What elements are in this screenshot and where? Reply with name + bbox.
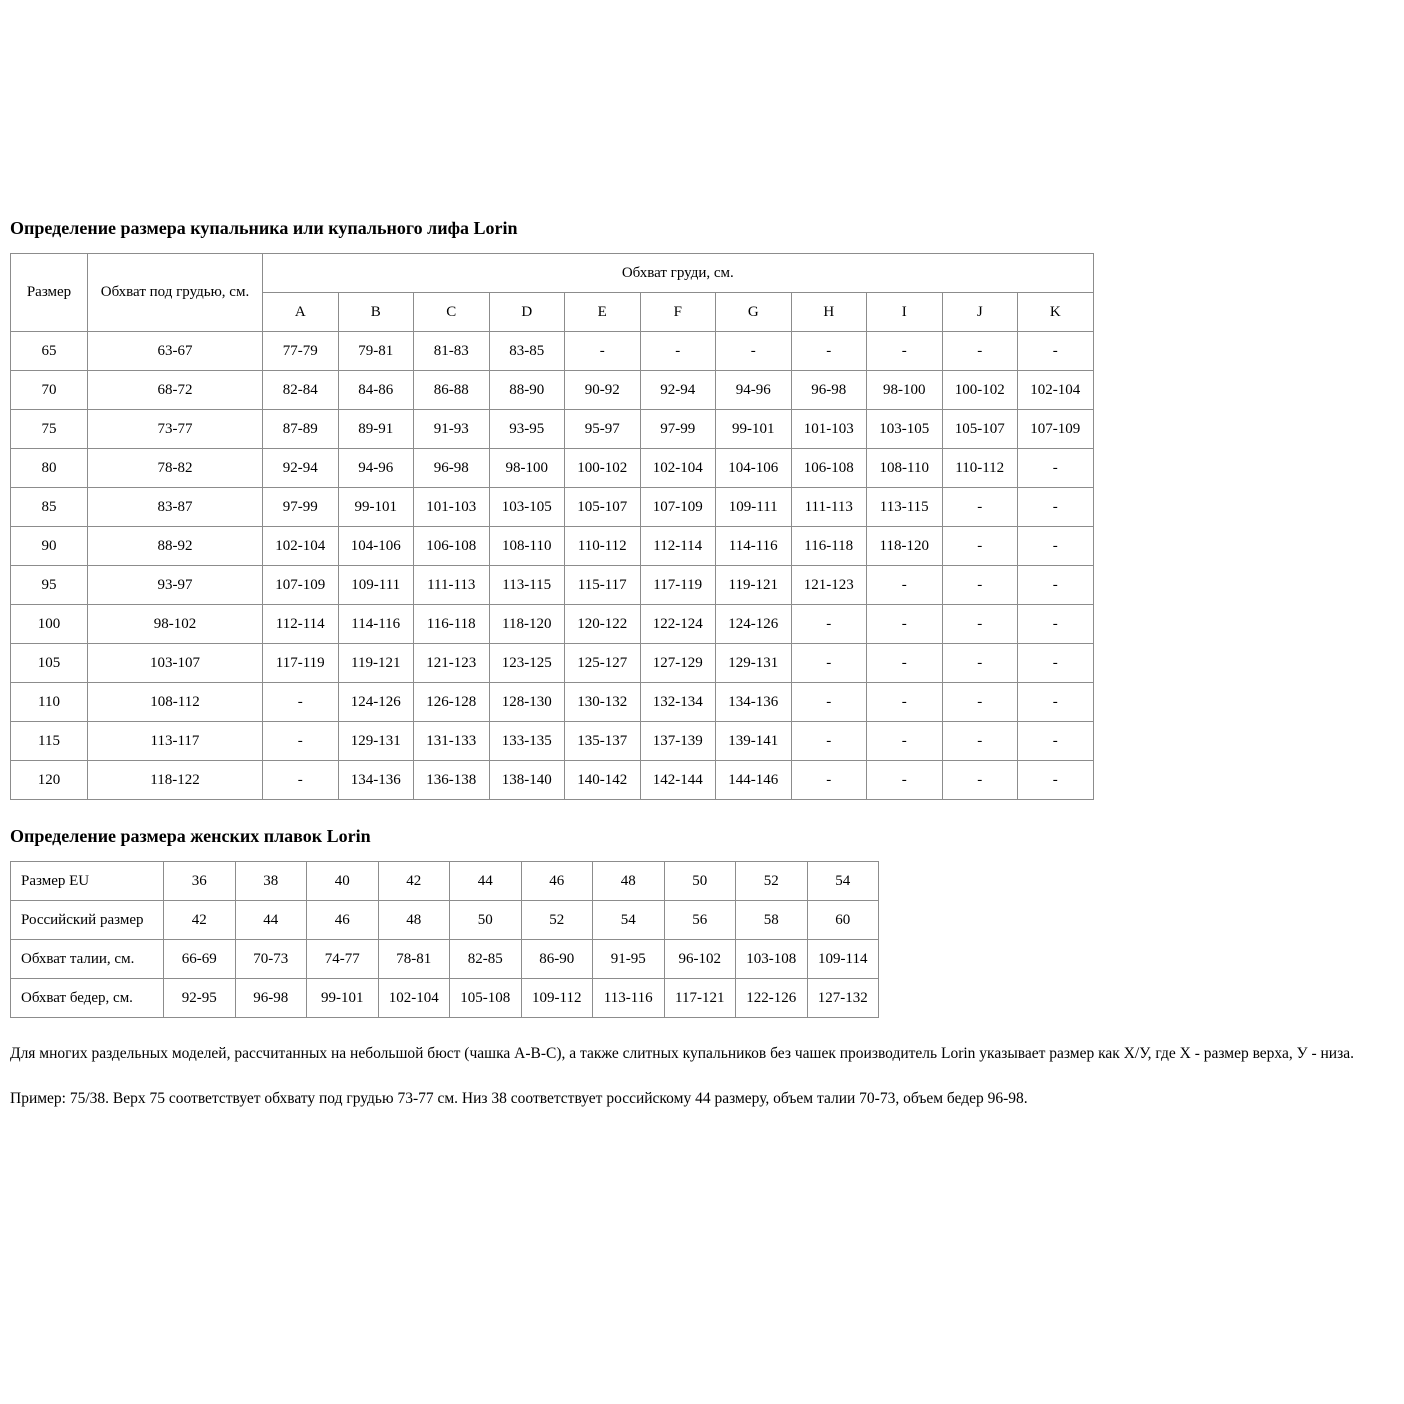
briefs-table-cell: 36 — [164, 862, 236, 901]
bra-table-cell: - — [942, 605, 1018, 644]
bra-table-cell: 115-117 — [565, 566, 641, 605]
bra-table-cell: 117-119 — [640, 566, 716, 605]
bra-table-title: Определение размера купальника или купального лифа Lorin — [10, 218, 518, 238]
briefs-table-cell: 52 — [521, 901, 593, 940]
bra-table-cell: 119-121 — [338, 644, 414, 683]
bra-table-cell: - — [1018, 722, 1094, 761]
bra-table-cell: 63-67 — [88, 332, 263, 371]
bra-table-row — [11, 488, 1094, 527]
bra-table-cell: 108-110 — [867, 449, 943, 488]
briefs-table-cell: 96-98 — [235, 979, 307, 1018]
briefs-table-cell: 38 — [235, 862, 307, 901]
briefs-table-cell: 105-108 — [450, 979, 522, 1018]
bra-table-cell: - — [791, 332, 867, 371]
bra-table-cell: 107-109 — [640, 488, 716, 527]
bra-table-cell: 101-103 — [791, 410, 867, 449]
bra-table-cell: 115 — [11, 722, 88, 761]
bra-table-cell: - — [942, 527, 1018, 566]
bra-table-cell: 100-102 — [565, 449, 641, 488]
bra-table-cell: 129-131 — [338, 722, 414, 761]
bra-table-cell: 121-123 — [414, 644, 490, 683]
briefs-table-cell: 78-81 — [378, 940, 450, 979]
bra-table-cell: 131-133 — [414, 722, 490, 761]
briefs-table-cell: 109-114 — [807, 940, 879, 979]
briefs-table-row — [11, 979, 879, 1018]
bra-table-cell: 112-114 — [640, 527, 716, 566]
bra-header-cup: I — [867, 293, 943, 332]
bra-table-cell: - — [1018, 527, 1094, 566]
bra-table-cell: 118-122 — [88, 761, 263, 800]
bra-table-cell: 122-124 — [640, 605, 716, 644]
bra-table-cell: 100-102 — [942, 371, 1018, 410]
bra-table-cell: 118-120 — [489, 605, 565, 644]
bra-table-cell: 106-108 — [791, 449, 867, 488]
bra-table-cell: 110-112 — [565, 527, 641, 566]
bra-table-cell: - — [942, 761, 1018, 800]
bra-table-row — [11, 722, 1094, 761]
bra-table-cell: 84-86 — [338, 371, 414, 410]
bra-header-cup: K — [1018, 293, 1094, 332]
briefs-table-cell: 102-104 — [378, 979, 450, 1018]
bra-table-cell: 89-91 — [338, 410, 414, 449]
bra-table-cell: - — [942, 644, 1018, 683]
briefs-table-cell: 42 — [164, 901, 236, 940]
bra-table-row — [11, 449, 1094, 488]
bra-table-cell: 93-95 — [489, 410, 565, 449]
bra-table-cell: - — [716, 332, 792, 371]
briefs-table-cell: 82-85 — [450, 940, 522, 979]
briefs-table-cell: 86-90 — [521, 940, 593, 979]
briefs-table-cell: 44 — [235, 901, 307, 940]
bra-table-cell: - — [263, 722, 339, 761]
bra-table-cell: 90 — [11, 527, 88, 566]
bra-table-cell: - — [867, 644, 943, 683]
bra-table-cell: - — [640, 332, 716, 371]
bra-table-cell: 116-118 — [414, 605, 490, 644]
bra-table-cell: 120-122 — [565, 605, 641, 644]
briefs-table-cell: 42 — [378, 862, 450, 901]
briefs-table-title: Определение размера женских плавок Lorin — [10, 826, 371, 846]
bra-table-cell: 137-139 — [640, 722, 716, 761]
bra-table-cell: 93-97 — [88, 566, 263, 605]
briefs-table-cell: 91-95 — [593, 940, 665, 979]
bra-table-cell: - — [1018, 566, 1094, 605]
briefs-table-row — [11, 901, 879, 940]
briefs-table-cell: 66-69 — [164, 940, 236, 979]
bra-table-cell: 78-82 — [88, 449, 263, 488]
bra-table-cell: 106-108 — [414, 527, 490, 566]
bra-table-row — [11, 527, 1094, 566]
bra-table-row — [11, 605, 1094, 644]
bra-header-underbust: Обхват под грудью, см. — [88, 254, 263, 332]
bra-table-cell: 105-107 — [942, 410, 1018, 449]
bra-table-cell: - — [867, 761, 943, 800]
bra-table-cell: 130-132 — [565, 683, 641, 722]
bra-table-cell: 96-98 — [791, 371, 867, 410]
bra-table-cell: 138-140 — [489, 761, 565, 800]
bra-table-row — [11, 644, 1094, 683]
bra-table-cell: 70 — [11, 371, 88, 410]
bra-table-cell: 133-135 — [489, 722, 565, 761]
footer-notes — [10, 1044, 1394, 1110]
bra-table-cell: 110 — [11, 683, 88, 722]
footer-note-example: Пример: 75/38. Верх 75 соответствует обхвату под грудью 73-77 см. Низ 38 соответствует российскому 44 размеру, объем талии 70-73, объем бедер 96-98. — [10, 1089, 1028, 1107]
bra-table-cell: 144-146 — [716, 761, 792, 800]
bra-table-cell: - — [942, 332, 1018, 371]
bra-table-row — [11, 761, 1094, 800]
briefs-row-label: Обхват бедер, см. — [11, 979, 164, 1018]
bra-table-cell: - — [867, 332, 943, 371]
bra-table-row — [11, 332, 1094, 371]
bra-header-cup: H — [791, 293, 867, 332]
bra-table-cell: 96-98 — [414, 449, 490, 488]
briefs-table-cell: 56 — [664, 901, 736, 940]
bra-table-cell: 103-107 — [88, 644, 263, 683]
bra-table-row — [11, 566, 1094, 605]
bra-table-cell: 142-144 — [640, 761, 716, 800]
bra-table-cell: 109-111 — [716, 488, 792, 527]
bra-table-cell: 107-109 — [263, 566, 339, 605]
bra-table-cell: 113-117 — [88, 722, 263, 761]
bra-table-cell: 104-106 — [716, 449, 792, 488]
bra-table-cell: 83-85 — [489, 332, 565, 371]
bra-table-cell: 112-114 — [263, 605, 339, 644]
briefs-table-cell: 96-102 — [664, 940, 736, 979]
bra-table-cell: 134-136 — [716, 683, 792, 722]
bra-table-cell: - — [1018, 683, 1094, 722]
briefs-row-label: Размер EU — [11, 862, 164, 901]
bra-table-cell: 99-101 — [338, 488, 414, 527]
bra-table-cell: 98-102 — [88, 605, 263, 644]
bra-table-cell: 94-96 — [338, 449, 414, 488]
bra-header-cup: C — [414, 293, 490, 332]
bra-table-cell: 119-121 — [716, 566, 792, 605]
bra-table-cell: - — [263, 761, 339, 800]
bra-header-bust: Обхват груди, см. — [263, 254, 1094, 293]
bra-table-cell: 129-131 — [716, 644, 792, 683]
briefs-row-label: Обхват талии, см. — [11, 940, 164, 979]
bra-table-cell: 136-138 — [414, 761, 490, 800]
bra-table-cell: 95 — [11, 566, 88, 605]
bra-table-cell: 103-105 — [867, 410, 943, 449]
bra-table-cell: 135-137 — [565, 722, 641, 761]
bra-table-cell: - — [791, 644, 867, 683]
bra-table-cell: - — [791, 761, 867, 800]
briefs-row-label: Российский размер — [11, 901, 164, 940]
briefs-table-cell: 50 — [450, 901, 522, 940]
bra-table-cell: 105-107 — [565, 488, 641, 527]
briefs-table-cell: 122-126 — [736, 979, 808, 1018]
bra-table-cell: 102-104 — [640, 449, 716, 488]
bra-table-cell: - — [942, 488, 1018, 527]
briefs-table-cell: 54 — [807, 862, 879, 901]
bra-table-cell: 110-112 — [942, 449, 1018, 488]
bra-header-cup: B — [338, 293, 414, 332]
bra-table-cell: 87-89 — [263, 410, 339, 449]
briefs-table-cell: 103-108 — [736, 940, 808, 979]
bra-table-cell: 107-109 — [1018, 410, 1094, 449]
bra-table-cell: 120 — [11, 761, 88, 800]
bra-header-cup: A — [263, 293, 339, 332]
briefs-table-cell: 74-77 — [307, 940, 379, 979]
bra-table-cell: 140-142 — [565, 761, 641, 800]
briefs-table-cell: 113-116 — [593, 979, 665, 1018]
bra-table-cell: 81-83 — [414, 332, 490, 371]
bra-table-cell: 114-116 — [716, 527, 792, 566]
bra-table-cell: 124-126 — [338, 683, 414, 722]
bra-table-cell: - — [791, 683, 867, 722]
bra-table-cell: - — [1018, 761, 1094, 800]
briefs-table-cell: 99-101 — [307, 979, 379, 1018]
bra-table-cell: 117-119 — [263, 644, 339, 683]
bra-table-cell: - — [942, 566, 1018, 605]
bra-table-cell: 108-110 — [489, 527, 565, 566]
bra-size-table — [10, 253, 1094, 800]
briefs-table-cell: 54 — [593, 901, 665, 940]
bra-table-cell: 113-115 — [867, 488, 943, 527]
briefs-table-row — [11, 940, 879, 979]
bra-table-cell: 80 — [11, 449, 88, 488]
bra-table-cell: 92-94 — [263, 449, 339, 488]
bra-table-cell: 73-77 — [88, 410, 263, 449]
bra-table-cell: 77-79 — [263, 332, 339, 371]
briefs-table-cell: 117-121 — [664, 979, 736, 1018]
bra-table-cell: 92-94 — [640, 371, 716, 410]
bra-table-cell: 85 — [11, 488, 88, 527]
bra-header-cup: J — [942, 293, 1018, 332]
bra-table-cell: 139-141 — [716, 722, 792, 761]
bra-table-cell: - — [867, 566, 943, 605]
bra-table-cell: 124-126 — [716, 605, 792, 644]
bra-header-cup: F — [640, 293, 716, 332]
bra-table-cell: 134-136 — [338, 761, 414, 800]
bra-table-cell: 102-104 — [1018, 371, 1094, 410]
bra-table-cell: 83-87 — [88, 488, 263, 527]
bra-table-cell: 105 — [11, 644, 88, 683]
bra-table-cell: 91-93 — [414, 410, 490, 449]
bra-header-size: Размер — [11, 254, 88, 332]
bra-table-row — [11, 683, 1094, 722]
bra-table-cell: - — [942, 683, 1018, 722]
bra-table-cell: - — [867, 605, 943, 644]
bra-table-header-row-1 — [11, 254, 1094, 293]
briefs-table-cell: 40 — [307, 862, 379, 901]
briefs-table-cell: 52 — [736, 862, 808, 901]
bra-table-cell: 75 — [11, 410, 88, 449]
bra-table-cell: 97-99 — [640, 410, 716, 449]
bra-table-body — [11, 332, 1094, 800]
bra-table-cell: 109-111 — [338, 566, 414, 605]
briefs-table-cell: 70-73 — [235, 940, 307, 979]
bra-header-cup: E — [565, 293, 641, 332]
briefs-table-cell: 48 — [378, 901, 450, 940]
bra-table-cell: 88-90 — [489, 371, 565, 410]
briefs-table-cell: 44 — [450, 862, 522, 901]
bra-table-cell: 104-106 — [338, 527, 414, 566]
briefs-table-cell: 92-95 — [164, 979, 236, 1018]
bra-table-cell: 79-81 — [338, 332, 414, 371]
briefs-table-body — [11, 862, 879, 1018]
bra-table-cell: 111-113 — [414, 566, 490, 605]
briefs-table-cell: 60 — [807, 901, 879, 940]
bra-table-cell: 86-88 — [414, 371, 490, 410]
bra-table-cell: - — [791, 605, 867, 644]
bra-table-row — [11, 371, 1094, 410]
bra-table-cell: 100 — [11, 605, 88, 644]
briefs-table-cell: 127-132 — [807, 979, 879, 1018]
briefs-table-cell: 109-112 — [521, 979, 593, 1018]
briefs-table-row — [11, 862, 879, 901]
bra-table-cell: 101-103 — [414, 488, 490, 527]
bra-table-cell: - — [867, 683, 943, 722]
bra-table-cell: 121-123 — [791, 566, 867, 605]
bra-table-cell: 113-115 — [489, 566, 565, 605]
bra-table-cell: 65 — [11, 332, 88, 371]
footer-note-sizing: Для многих раздельных моделей, рассчитанных на небольшой бюст (чашка A-B-C), а также слитных купальников без чашек производитель Lorin указывает размер как Х/У, где Х - размер верха, У - низа. — [10, 1045, 1354, 1062]
briefs-table-cell: 46 — [307, 901, 379, 940]
bra-table-cell: 97-99 — [263, 488, 339, 527]
bra-table-cell: 128-130 — [489, 683, 565, 722]
bra-table-cell: - — [565, 332, 641, 371]
bra-table-cell: 126-128 — [414, 683, 490, 722]
bra-table-cell: - — [867, 722, 943, 761]
bra-table-cell: - — [791, 722, 867, 761]
bra-table-cell: - — [1018, 449, 1094, 488]
briefs-table-cell: 58 — [736, 901, 808, 940]
bra-table-cell: 123-125 — [489, 644, 565, 683]
top-spacer — [10, 10, 1394, 218]
briefs-table-cell: 46 — [521, 862, 593, 901]
bra-table-cell: - — [942, 722, 1018, 761]
bra-table-cell: 111-113 — [791, 488, 867, 527]
bra-table-cell: 102-104 — [263, 527, 339, 566]
bra-header-cup: D — [489, 293, 565, 332]
bra-table-cell: 127-129 — [640, 644, 716, 683]
bra-table-cell: 94-96 — [716, 371, 792, 410]
bra-table-cell: - — [263, 683, 339, 722]
bra-table-cell: 103-105 — [489, 488, 565, 527]
bra-table-cell: 132-134 — [640, 683, 716, 722]
bra-table-cell: 125-127 — [565, 644, 641, 683]
bra-table-row — [11, 410, 1094, 449]
bra-table-cell: 68-72 — [88, 371, 263, 410]
bra-table-cell: 99-101 — [716, 410, 792, 449]
bra-table-cell: 108-112 — [88, 683, 263, 722]
bra-table-cell: - — [1018, 332, 1094, 371]
bra-table-cell: - — [1018, 644, 1094, 683]
briefs-table-cell: 50 — [664, 862, 736, 901]
bra-table-cell: 118-120 — [867, 527, 943, 566]
bra-table-cell: 95-97 — [565, 410, 641, 449]
bra-header-cup: G — [716, 293, 792, 332]
briefs-size-table — [10, 861, 879, 1018]
bra-table-cell: - — [1018, 605, 1094, 644]
bra-table-cell: 98-100 — [489, 449, 565, 488]
briefs-table-cell: 48 — [593, 862, 665, 901]
bra-table-cell: 90-92 — [565, 371, 641, 410]
bra-table-cell: - — [1018, 488, 1094, 527]
bra-table-cell: 88-92 — [88, 527, 263, 566]
bra-table-cell: 98-100 — [867, 371, 943, 410]
bra-table-cell: 114-116 — [338, 605, 414, 644]
bra-table-cell: 82-84 — [263, 371, 339, 410]
bra-table-cell: 116-118 — [791, 527, 867, 566]
